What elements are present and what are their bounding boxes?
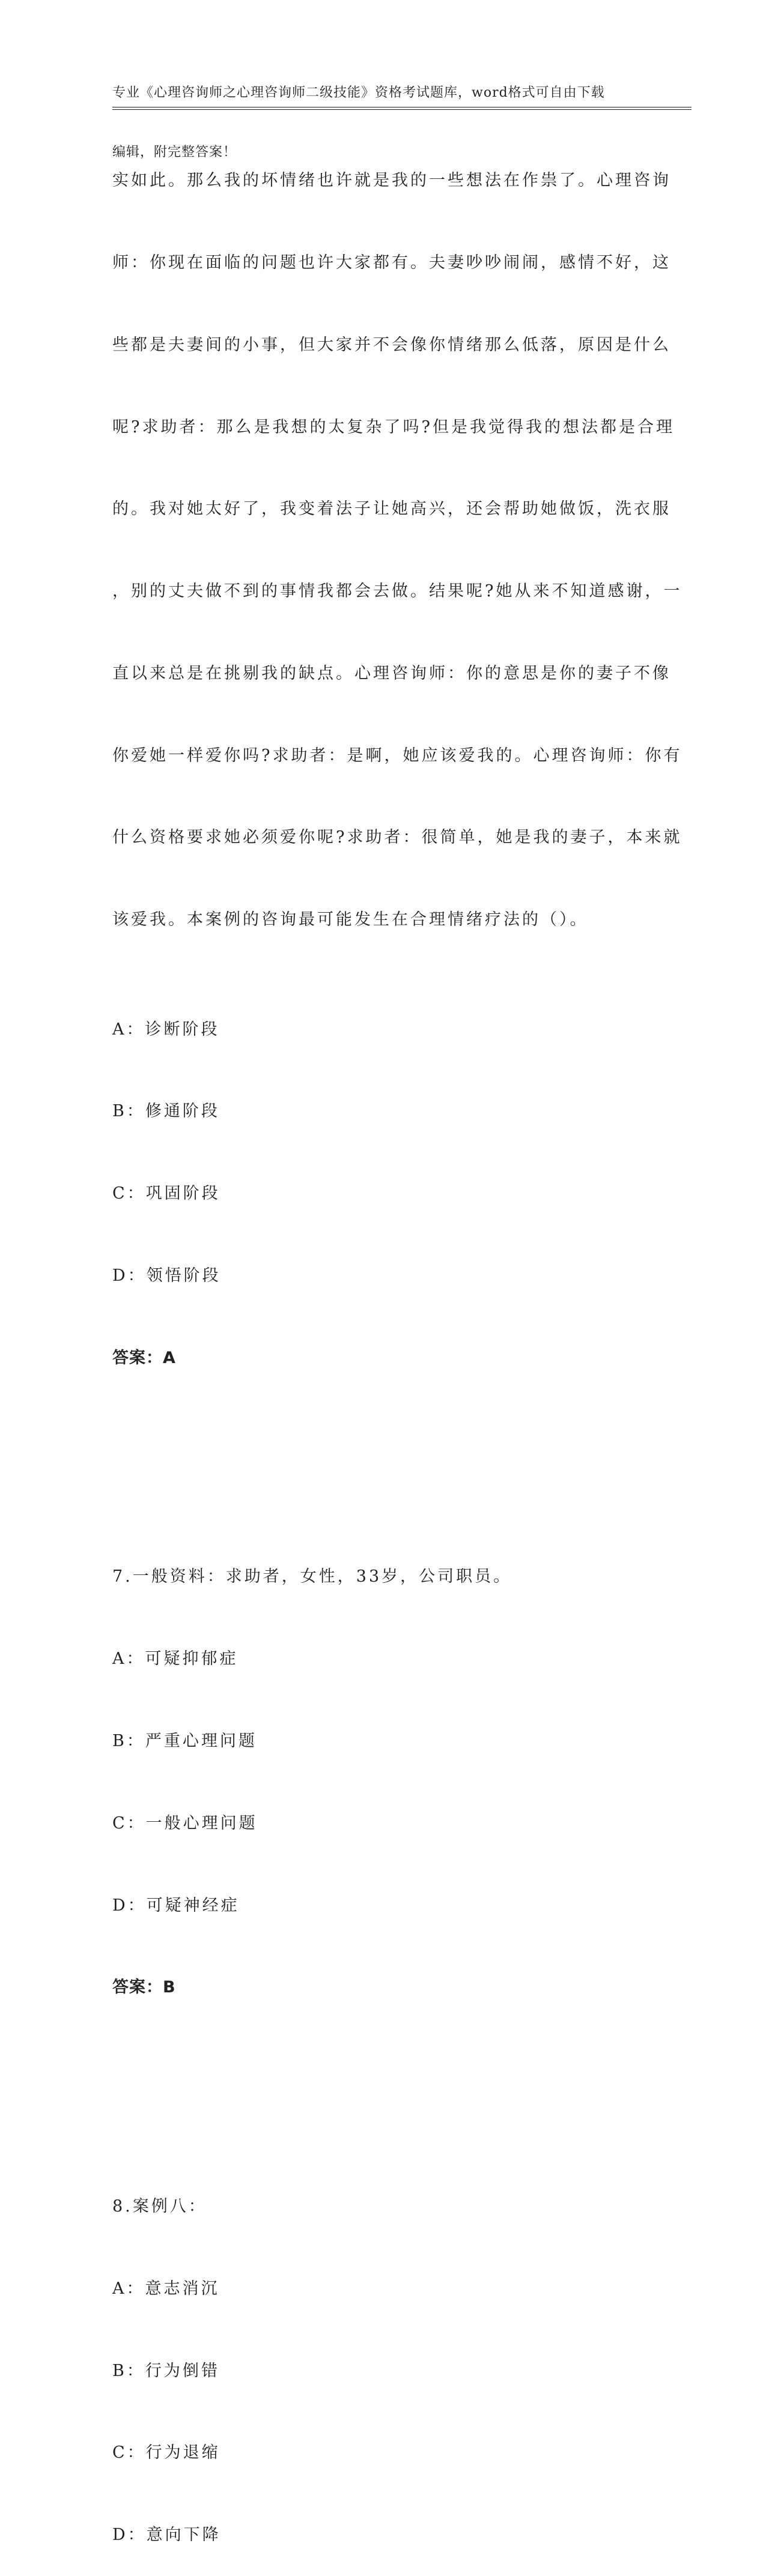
q7-option-b: B：严重心理问题 — [112, 1732, 257, 1751]
spacer — [112, 1454, 641, 1481]
q7-stem: 7.一般资料：求助者，女性，33岁，公司职员。 — [112, 1567, 512, 1586]
q6-answer: 答案：A — [112, 1348, 176, 1367]
passage-line: ，别的丈夫做不到的事情我都会去做。结果呢?她从来不知道感谢，一 — [112, 582, 682, 601]
passage-line: 师：你现在面临的问题也许大家都有。夫妻吵吵闹闹，感情不好，这 — [112, 253, 671, 272]
passage-line: 你爱她一样爱你吗?求助者：是啊，她应该爱我的。心理咨询师：你有 — [112, 746, 682, 765]
header-divider — [112, 107, 692, 110]
q8-option-a: A：意志消沉 — [112, 2279, 220, 2298]
q6-option-b: B：修通阶段 — [112, 1102, 220, 1121]
q7-option-c: C：一般心理问题 — [112, 1813, 258, 1833]
spacer — [112, 2084, 641, 2111]
q7-option-d: D：可疑神经症 — [112, 1896, 240, 1915]
header-line-1: 专业《心理咨询师之心理咨询师二级技能》资格考试题库，word格式可自由下载 — [112, 85, 605, 100]
passage-line: 实如此。那么我的坏情绪也许就是我的一些想法在作祟了。心理咨询 — [112, 171, 671, 190]
q7-option-a: A：可疑抑郁症 — [112, 1649, 239, 1669]
q8-stem: 8.案例八： — [112, 2197, 207, 2216]
q8-option-b: B：行为倒错 — [112, 2361, 220, 2380]
q6-option-a: A：诊断阶段 — [112, 1020, 220, 1039]
passage-line: 该爱我。本案例的咨询最可能发生在合理情绪疗法的（）。 — [112, 910, 589, 930]
q7-answer: 答案：B — [112, 1978, 176, 1997]
q6-option-c: C：巩固阶段 — [112, 1184, 220, 1203]
q8-option-c: C：行为退缩 — [112, 2443, 220, 2463]
header-line-2: 编辑，附完整答案！ — [112, 145, 237, 160]
passage-line: 什么资格要求她必须爱你呢?求助者：很简单，她是我的妻子，本来就 — [112, 828, 682, 847]
passage-line: 些都是夫妻间的小事，但大家并不会像你情绪那么低落，原因是什么 — [112, 335, 671, 354]
q6-option-d: D：领悟阶段 — [112, 1266, 221, 1285]
passage-line: 直以来总是在挑剔我的缺点。心理咨询师：你的意思是你的妻子不像 — [112, 664, 671, 683]
q8-option-d: D：意向下降 — [112, 2526, 221, 2545]
passage-line: 呢?求助者：那么是我想的太复杂了吗?但是我觉得我的想法都是合理 — [112, 417, 675, 437]
passage-line: 的。我对她太好了，我变着法子让她高兴，还会帮助她做饭，洗衣服 — [112, 500, 671, 519]
document-body — [112, 112, 682, 2576]
